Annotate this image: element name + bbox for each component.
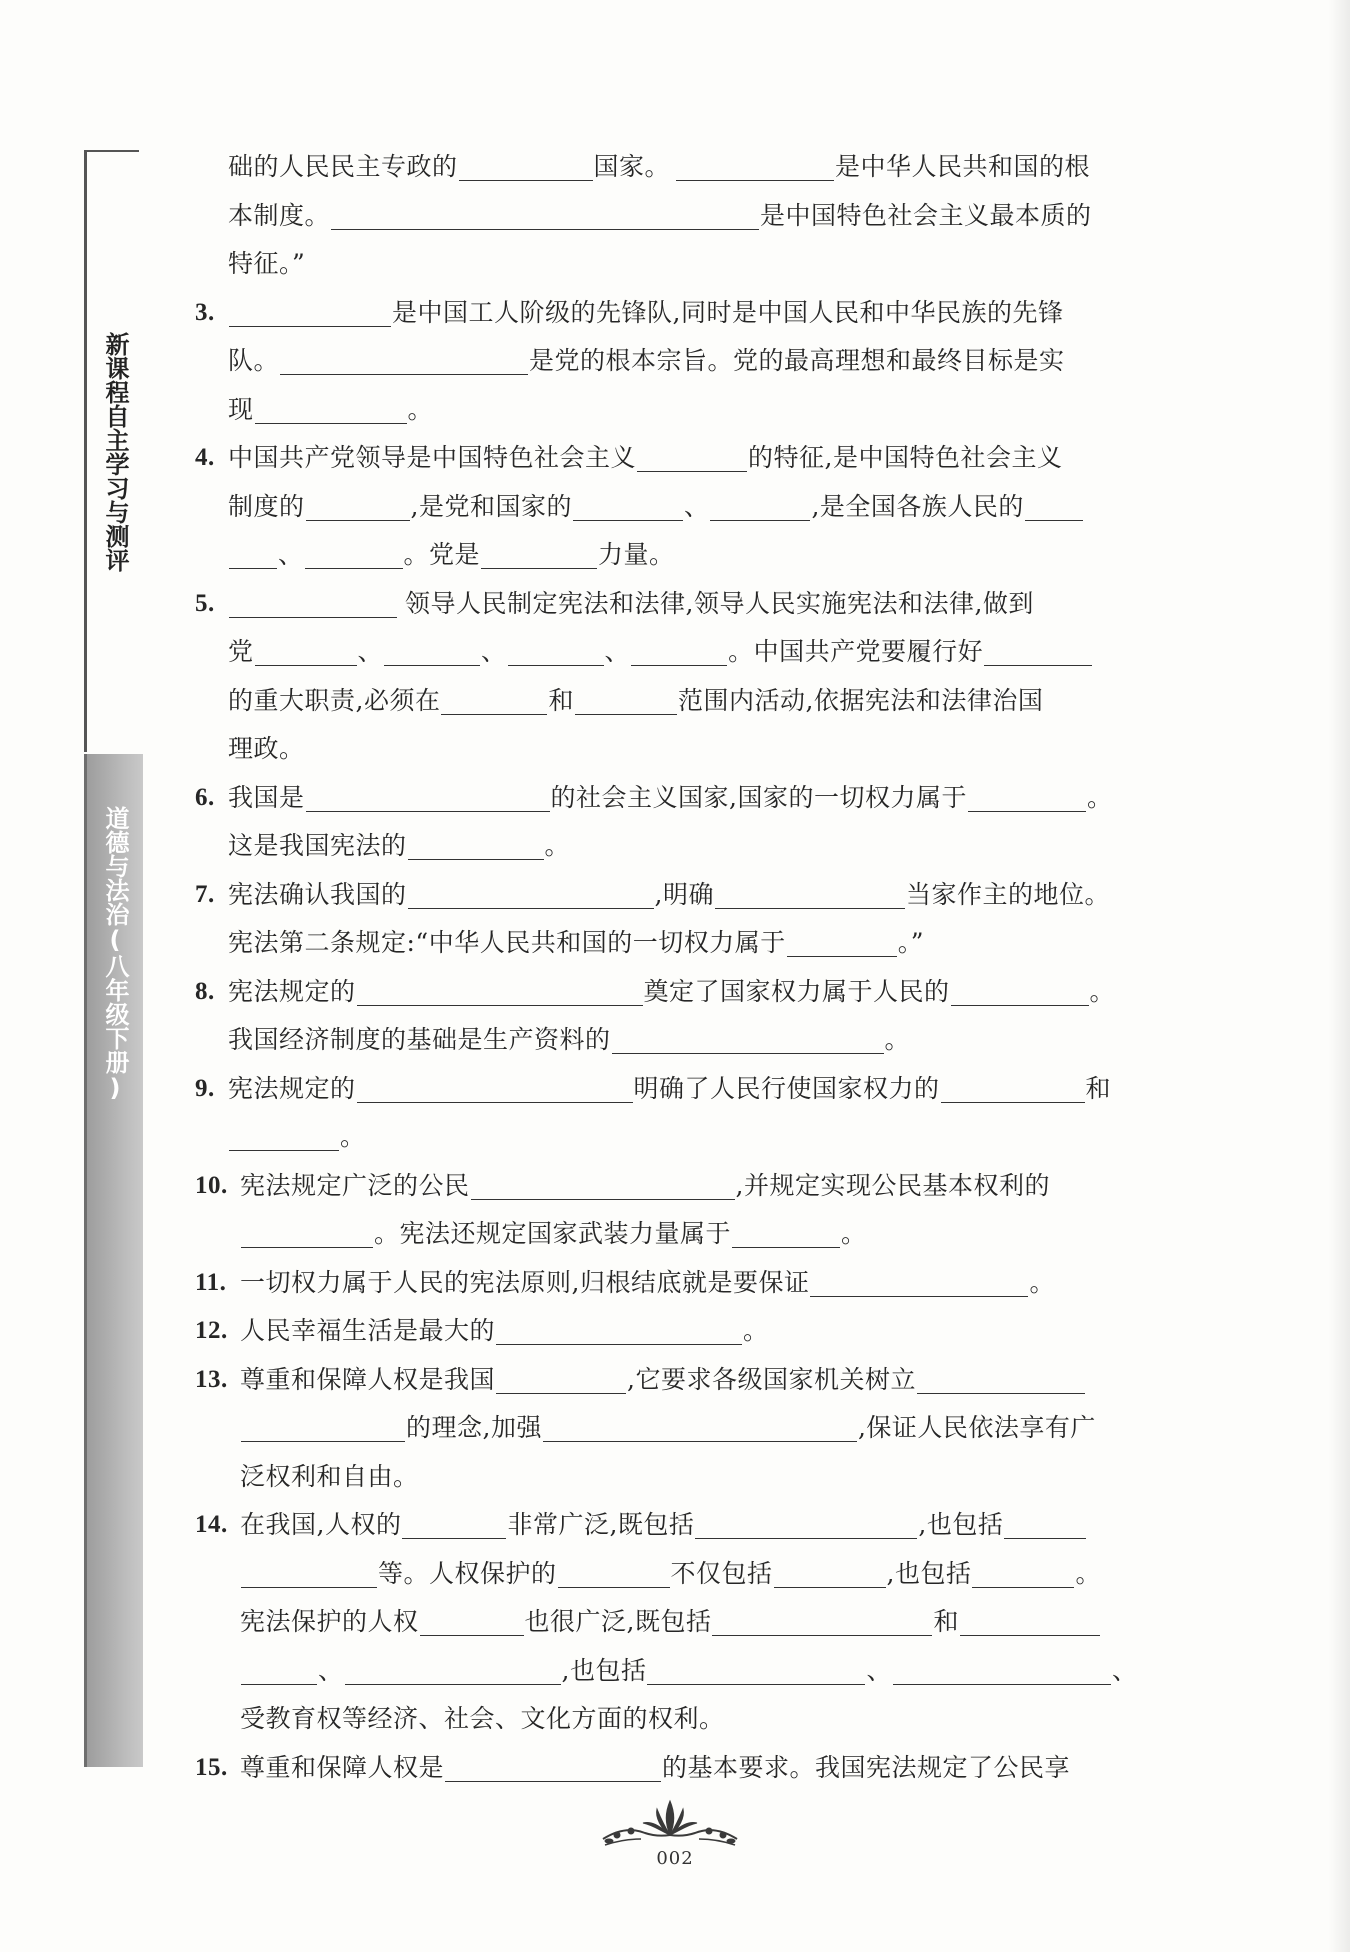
fill-blank[interactable] [1025, 490, 1083, 521]
question-8: 8. 宪法规定的 奠定了国家权力属于人民的 。 [195, 976, 1116, 1006]
fill-blank[interactable] [647, 1654, 865, 1685]
question-5: 5. 领导人民制定宪法和法律,领导人民实施宪法和法律,做到 [195, 588, 1034, 618]
fill-blank[interactable] [774, 1557, 886, 1588]
question-11: 11. 一切权力属于人民的宪法原则,归根结底就是要保证 。 [195, 1267, 1055, 1297]
text-line: 我国经济制度的基础是生产资料的 。 [228, 1025, 911, 1054]
text-line: 党 、 、 、 。中国共产党要履行好 [195, 628, 1160, 677]
fill-blank[interactable] [402, 1508, 506, 1539]
fill-blank[interactable] [508, 635, 604, 666]
text-line: 础的人民民主专政的 国家。 是中华人民共和国的根 [228, 152, 1091, 181]
fill-blank[interactable] [471, 1169, 735, 1200]
text-line: 理政。 [228, 734, 305, 763]
sidebar [84, 150, 140, 1770]
text-line: 受教育权等经济、社会、文化方面的权利。 [240, 1704, 725, 1733]
text-line: 等。人权保护的 不仅包括 ,也包括 。 [195, 1550, 1160, 1599]
fill-blank[interactable] [357, 975, 643, 1006]
fill-blank[interactable] [968, 781, 1086, 812]
text-line: 的理念,加强 ,保证人民依法享有广 [195, 1404, 1160, 1453]
text-line: 这是我国宪法的 。 [228, 831, 571, 860]
fill-blank[interactable] [280, 344, 528, 375]
question-7: 7. 宪法确认我国的 ,明确 当家作主的地位。 [195, 879, 1110, 909]
text-line: 泛权利和自由。 [240, 1461, 419, 1491]
question-12: 12. 人民幸福生活是最大的 。 [195, 1316, 769, 1345]
page-number: 002 [656, 1848, 694, 1869]
fill-blank[interactable] [695, 1508, 917, 1539]
sidebar-top-band [84, 150, 139, 752]
fill-blank[interactable] [984, 635, 1092, 666]
sidebar-bottom-band [84, 754, 143, 1767]
series-title: 新课程自主学习与测评 [101, 332, 129, 572]
fill-blank[interactable] [960, 1605, 1100, 1636]
question-14: 14. 在我国,人权的 非常广泛,既包括 ,也包括 [195, 1501, 1160, 1550]
fill-blank[interactable] [810, 1266, 1028, 1297]
fill-blank[interactable] [676, 150, 834, 181]
text-line: 本制度。 是中国特色社会主义最本质的 [228, 200, 1092, 230]
fill-blank[interactable] [573, 490, 683, 521]
fill-blank[interactable] [384, 635, 480, 666]
fill-blank[interactable] [229, 538, 277, 569]
page-edge-shadow [1328, 0, 1350, 1952]
fill-blank[interactable] [255, 393, 407, 424]
fill-blank[interactable] [408, 878, 654, 909]
fill-blank[interactable] [241, 1217, 373, 1248]
book-title: 道德与法治(八年级下册) [101, 806, 129, 1102]
question-9: 9. 宪法规定的 明确了人民行使国家权力的 和 [195, 1073, 1112, 1103]
fill-blank[interactable] [420, 1605, 524, 1636]
fill-blank[interactable] [787, 926, 897, 957]
question-10: 10. 宪法规定广泛的公民 ,并规定实现公民基本权利的 [195, 1170, 1050, 1200]
fill-blank[interactable] [459, 150, 593, 181]
floral-ornament [595, 1795, 745, 1853]
fill-blank[interactable] [306, 490, 410, 521]
fill-blank[interactable] [345, 1654, 561, 1685]
text-line: 特征。” [228, 249, 306, 278]
text-line: 宪法保护的人权 也很广泛,既包括 和 [195, 1598, 1160, 1647]
fill-blank[interactable] [575, 684, 677, 715]
fill-blank[interactable] [408, 829, 544, 860]
fill-blank[interactable] [229, 587, 397, 618]
fill-blank[interactable] [441, 684, 547, 715]
text-line: 的重大职责,必须在 和 范围内活动,依据宪法和法律治国 [228, 685, 1044, 715]
fill-blank[interactable] [496, 1314, 742, 1345]
fill-blank[interactable] [631, 635, 727, 666]
fill-blank[interactable] [558, 1557, 670, 1588]
fill-blank[interactable] [229, 296, 391, 327]
fill-blank[interactable] [543, 1411, 857, 1442]
text-line: 。宪法还规定国家武装力量属于 。 [195, 1210, 1160, 1259]
fill-blank[interactable] [732, 1217, 840, 1248]
fill-blank[interactable] [241, 1654, 317, 1685]
fill-blank[interactable] [241, 1411, 405, 1442]
fill-blank[interactable] [229, 1120, 339, 1151]
fill-blank[interactable] [951, 975, 1089, 1006]
fill-blank[interactable] [893, 1654, 1111, 1685]
fill-blank[interactable] [445, 1751, 661, 1782]
fill-blank[interactable] [637, 441, 747, 472]
fill-blank[interactable] [481, 538, 597, 569]
fill-blank[interactable] [1004, 1508, 1086, 1539]
fill-blank[interactable] [972, 1557, 1074, 1588]
question-13: 13. 尊重和保障人权是我国 ,它要求各级国家机关树立 [195, 1356, 1160, 1405]
fill-blank[interactable] [496, 1363, 626, 1394]
fill-blank[interactable] [710, 490, 810, 521]
question-15: 15. 尊重和保障人权是 的基本要求。我国宪法规定了公民享 [195, 1752, 1071, 1782]
fill-blank[interactable] [357, 1072, 633, 1103]
question-4: 4. 中国共产党领导是中国特色社会主义 的特征,是中国特色社会主义 [195, 443, 1063, 472]
fill-blank[interactable] [917, 1363, 1085, 1394]
text-line: 、 。党是 力量。 [195, 531, 1160, 580]
fill-blank[interactable] [612, 1023, 884, 1054]
fill-blank[interactable] [305, 538, 403, 569]
text-line: 现 。 [228, 394, 434, 424]
text-line: 。 [195, 1113, 1160, 1162]
text-line: 宪法第二条规定:“中华人民共和国的一切权力属于 。” [228, 928, 924, 957]
fill-blank[interactable] [241, 1557, 377, 1588]
fill-blank[interactable] [712, 1605, 932, 1636]
fill-blank[interactable] [255, 635, 357, 666]
exercise-content [195, 143, 1160, 1792]
question-3: 3. 是中国工人阶级的先锋队,同时是中国人民和中华民族的先锋 [195, 297, 1064, 327]
text-line: 、 ,也包括 、 、 [195, 1647, 1160, 1696]
text-line: 队。 是党的根本宗旨。党的最高理想和最终目标是实 [228, 346, 1065, 375]
fill-blank[interactable] [941, 1072, 1085, 1103]
question-6: 6. 我国是 的社会主义国家,国家的一切权力属于 。 [195, 782, 1113, 812]
fill-blank[interactable] [306, 781, 550, 812]
fill-blank[interactable] [331, 199, 759, 230]
fill-blank[interactable] [715, 878, 905, 909]
text-line: 制度的 ,是党和国家的 、 ,是全国各族人民的 [195, 483, 1160, 532]
